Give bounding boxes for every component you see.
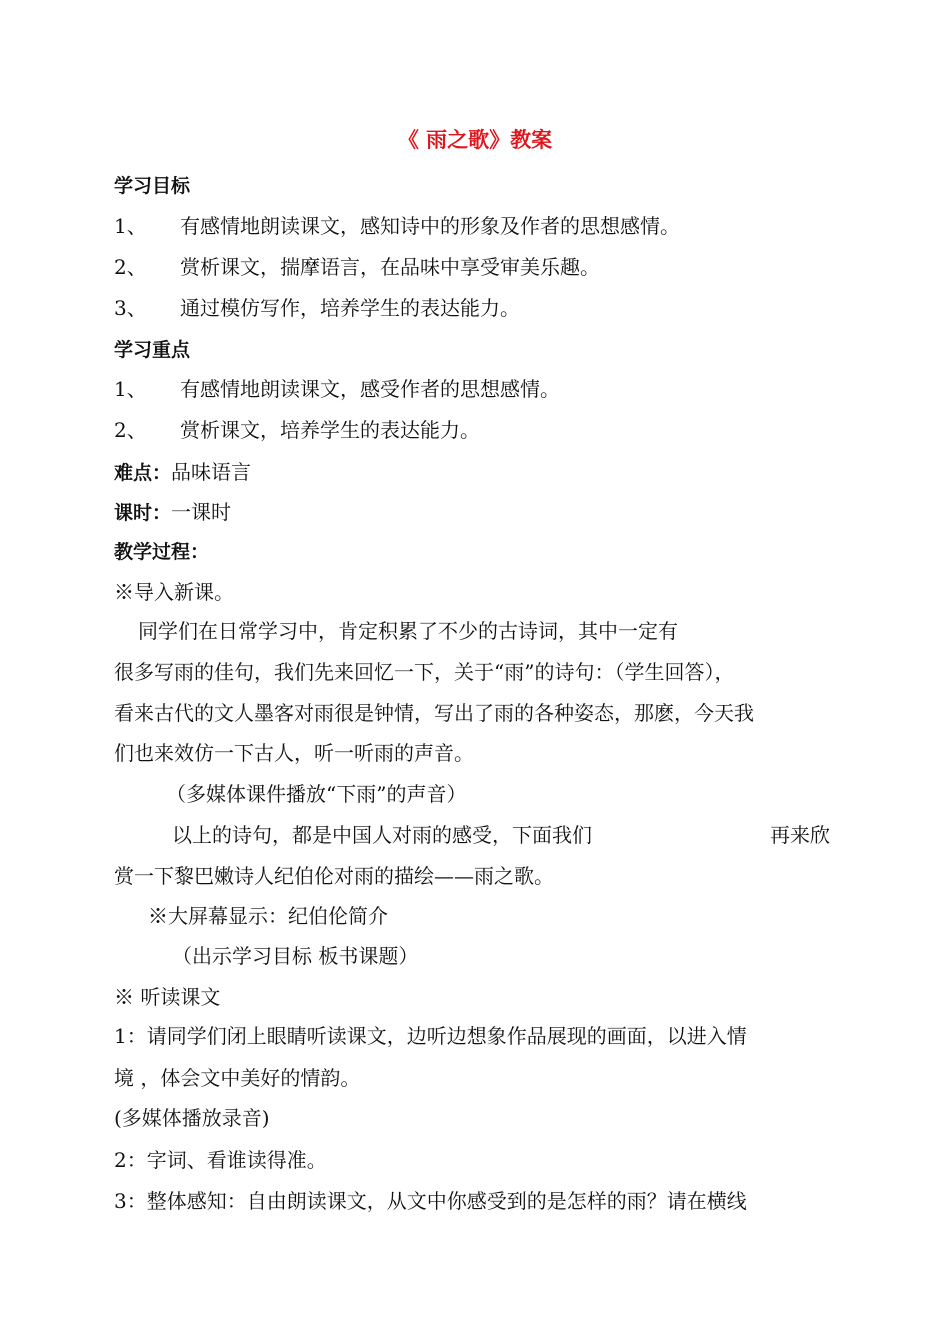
body-line: 很多写雨的佳句，我们先来回忆一下，关于“雨”的诗句：（学生回答）， [114, 660, 735, 684]
body-line: 境 ，体会文中美好的情韵。 [114, 1066, 361, 1090]
keypoint-item [114, 416, 480, 444]
difficulty-label: 难点： [114, 462, 172, 484]
item-text: 有感情地朗读课文，感受作者的思想感情。 [180, 377, 560, 401]
item-text: 通过模仿写作，培养学生的表达能力。 [180, 296, 520, 320]
objective-item [114, 253, 600, 281]
body-line: 以上的诗句，都是中国人对雨的感受，下面我们 [172, 823, 592, 847]
item-text: 赏析课文，揣摩语言，在品味中享受审美乐趣。 [180, 255, 600, 279]
objective-item [114, 212, 680, 240]
keypoints-heading: 学习重点 [114, 339, 191, 361]
body-line: ※大屏幕显示：纪伯伦简介 [148, 904, 388, 928]
period-text: 一课时 [171, 500, 232, 524]
body-line: 们也来效仿一下古人，听一听雨的声音。 [114, 741, 474, 765]
body-line: 看来古代的文人墨客对雨很是钟情，写出了雨的各种姿态，那麽，今天我 [114, 701, 754, 725]
body-line: 同学们在日常学习中，肯定积累了不少的古诗词，其中一定有 [138, 619, 678, 643]
body-line: 3：整体感知：自由朗读课文，从文中你感受到的是怎样的雨？请在横线 [114, 1189, 747, 1213]
body-line: ※导入新课。 [114, 580, 234, 604]
body-line: ※ 听读课文 [114, 985, 221, 1009]
difficulty-line [114, 458, 251, 487]
body-line: （多媒体课件播放“下雨”的声音） [166, 782, 467, 806]
item-number: 1、 [114, 214, 147, 238]
document-title: 《 雨之歌》教案 [397, 127, 553, 152]
body-line: (多媒体播放录音) [114, 1106, 270, 1130]
item-number: 3、 [114, 296, 147, 320]
item-number: 1、 [114, 377, 147, 401]
body-line: 1：请同学们闭上眼睛听读课文，边听边想象作品展现的画面，以进入情 [114, 1024, 747, 1048]
item-number: 2、 [114, 418, 147, 442]
period-line [114, 498, 231, 527]
objectives-heading: 学习目标 [114, 175, 191, 197]
body-line: （出示学习目标 板书课题） [172, 944, 419, 968]
body-line: 再来欣 [770, 823, 830, 847]
item-text: 有感情地朗读课文，感知诗中的形象及作者的思想感情。 [180, 214, 680, 238]
objective-item [114, 294, 520, 322]
keypoint-item [114, 375, 560, 403]
item-number: 2、 [114, 255, 147, 279]
body-line: 2：字词、看谁读得准。 [114, 1148, 327, 1172]
item-text: 赏析课文，培养学生的表达能力。 [180, 418, 480, 442]
difficulty-text: 品味语言 [171, 460, 252, 484]
process-heading: 教学过程： [114, 541, 210, 563]
period-label: 课时： [114, 502, 172, 524]
body-line: 赏一下黎巴嫩诗人纪伯伦对雨的描绘——雨之歌。 [114, 864, 554, 888]
